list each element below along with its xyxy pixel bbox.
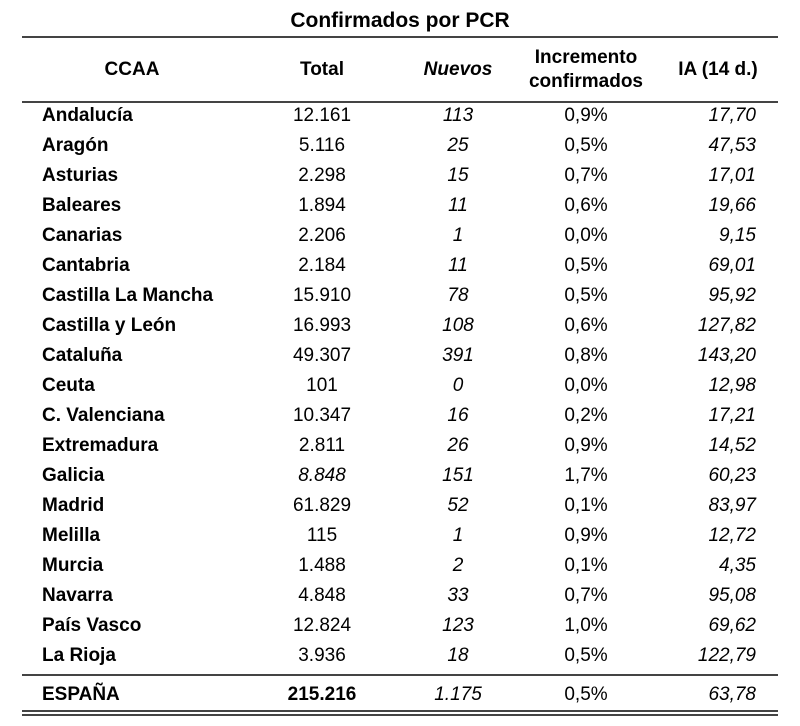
cell-total: 101	[306, 375, 338, 396]
cell-nuevos: 16	[447, 405, 469, 426]
cell-ccaa: Galicia	[42, 465, 105, 486]
cell-ccaa: Asturias	[42, 165, 119, 186]
cell-total: 49.307	[292, 345, 352, 366]
cell-total: 2.206	[298, 225, 346, 246]
cell-ccaa: Navarra	[42, 585, 113, 606]
cell-ccaa: País Vasco	[42, 615, 142, 636]
table-row	[22, 431, 778, 461]
table-footer	[22, 671, 778, 712]
cell-ia: 95,92	[708, 285, 756, 306]
cell-nuevos: 0	[452, 375, 464, 396]
table-row	[22, 401, 778, 431]
cell-ccaa: Melilla	[42, 525, 101, 546]
header-ia: IA (14 d.)	[678, 58, 758, 80]
cell-ccaa: Baleares	[42, 195, 122, 216]
table-body	[22, 101, 778, 671]
cell-ia: 4,35	[719, 555, 756, 576]
total-ccaa: ESPAÑA	[42, 684, 120, 705]
cell-ia: 17,21	[708, 405, 756, 426]
cell-nuevos: 123	[442, 615, 474, 636]
total-row	[22, 678, 778, 712]
cell-incremento: 1,0%	[564, 615, 608, 636]
cell-incremento: 0,0%	[564, 375, 608, 396]
cell-total: 12.824	[292, 615, 352, 636]
cell-total: 1.894	[298, 195, 346, 216]
cell-nuevos: 1	[452, 525, 464, 546]
table-row	[22, 281, 778, 311]
cell-ccaa: Cataluña	[42, 345, 123, 366]
cell-ia: 122,79	[697, 645, 756, 666]
cell-ia: 9,15	[719, 225, 756, 246]
cell-nuevos: 391	[442, 345, 474, 366]
cell-total: 61.829	[292, 495, 352, 516]
cell-incremento: 1,7%	[564, 465, 608, 486]
cell-total: 2.811	[298, 435, 346, 456]
cell-ccaa: Andalucía	[42, 105, 133, 126]
table-row	[22, 371, 778, 401]
cell-incremento: 0,5%	[564, 285, 608, 306]
table-row	[22, 341, 778, 371]
cell-incremento: 0,1%	[564, 555, 608, 576]
cell-incremento: 0,6%	[564, 315, 608, 336]
table-row	[22, 221, 778, 251]
cell-ia: 12,98	[708, 375, 756, 396]
cell-total: 15.910	[292, 285, 352, 306]
table-row	[22, 611, 778, 641]
cell-ccaa: C. Valenciana	[42, 405, 165, 426]
cell-incremento: 0,7%	[564, 585, 608, 606]
cell-incremento: 0,6%	[564, 195, 608, 216]
total-ia: 63,78	[708, 684, 756, 705]
bottom-double-rule	[22, 714, 778, 716]
table-row	[22, 131, 778, 161]
cell-total: 10.347	[292, 405, 352, 426]
table-row	[22, 641, 778, 671]
cell-total: 4.848	[298, 585, 346, 606]
cell-nuevos: 2	[452, 555, 464, 576]
cell-total: 2.184	[298, 255, 346, 276]
table-row	[22, 461, 778, 491]
cell-nuevos: 78	[447, 285, 469, 306]
cell-nuevos: 113	[442, 105, 474, 126]
table-row	[22, 581, 778, 611]
cell-incremento: 0,5%	[564, 255, 608, 276]
pcr-table	[22, 38, 778, 712]
table-row	[22, 521, 778, 551]
cell-nuevos: 151	[442, 465, 474, 486]
cell-ia: 69,01	[708, 255, 756, 276]
cell-ia: 95,08	[708, 585, 756, 606]
cell-incremento: 0,7%	[564, 165, 608, 186]
table-row	[22, 161, 778, 191]
cell-total: 2.298	[298, 165, 346, 186]
cell-incremento: 0,9%	[564, 525, 608, 546]
cell-ia: 60,23	[708, 465, 756, 486]
cell-nuevos: 25	[447, 135, 469, 156]
total-incremento: 0,5%	[564, 684, 608, 705]
cell-incremento: 0,0%	[564, 225, 608, 246]
cell-ia: 69,62	[708, 615, 756, 636]
cell-incremento: 0,8%	[564, 345, 608, 366]
cell-ia: 83,97	[708, 495, 756, 516]
header-total: Total	[300, 58, 344, 80]
header-incremento-line1: Incremento	[534, 46, 638, 68]
cell-total: 115	[306, 525, 338, 546]
cell-incremento: 0,9%	[564, 435, 608, 456]
cell-ia: 143,20	[697, 345, 756, 366]
cell-ccaa: Castilla La Mancha	[42, 285, 214, 306]
cell-ccaa: Castilla y León	[42, 315, 177, 336]
table-row	[22, 251, 778, 281]
cell-ia: 14,52	[708, 435, 756, 456]
cell-ccaa: Extremadura	[42, 435, 159, 456]
cell-total: 1.488	[298, 555, 346, 576]
cell-total: 3.936	[298, 645, 346, 666]
table-row	[22, 491, 778, 521]
cell-ccaa: Murcia	[42, 555, 104, 576]
header-nuevos: Nuevos	[423, 58, 493, 80]
cell-total: 5.116	[298, 135, 346, 156]
cell-ccaa: Madrid	[42, 495, 105, 516]
header-ccaa: CCAA	[104, 58, 160, 80]
cell-ccaa: Ceuta	[42, 375, 95, 396]
cell-incremento: 0,1%	[564, 495, 608, 516]
cell-ia: 19,66	[708, 195, 756, 216]
total-total: 215.216	[287, 684, 357, 705]
cell-ia: 17,01	[708, 165, 756, 186]
header-incremento-line2: confirmados	[528, 70, 644, 92]
table-row	[22, 191, 778, 221]
cell-ccaa: Aragón	[42, 135, 109, 156]
cell-incremento: 0,2%	[564, 405, 608, 426]
cell-total: 12.161	[292, 105, 352, 126]
cell-nuevos: 33	[447, 585, 469, 606]
table-row	[22, 551, 778, 581]
cell-ccaa: Cantabria	[42, 255, 130, 276]
total-nuevos: 1.175	[434, 684, 482, 705]
cell-nuevos: 108	[442, 315, 474, 336]
cell-ccaa: La Rioja	[42, 645, 116, 666]
cell-nuevos: 1	[452, 225, 464, 246]
cell-nuevos: 52	[447, 495, 469, 516]
cell-ia: 17,70	[708, 105, 756, 126]
cell-incremento: 0,5%	[564, 645, 608, 666]
cell-ia: 127,82	[697, 315, 756, 336]
cell-nuevos: 18	[447, 645, 469, 666]
cell-ia: 12,72	[708, 525, 756, 546]
header-incremento	[514, 38, 658, 101]
cell-nuevos: 26	[447, 435, 469, 456]
table-row	[22, 101, 778, 131]
cell-total: 8.848	[298, 465, 346, 486]
table-title: Confirmados por PCR	[290, 9, 510, 32]
cell-ccaa: Canarias	[42, 225, 123, 246]
table-row	[22, 311, 778, 341]
cell-nuevos: 11	[448, 195, 468, 216]
cell-nuevos: 15	[447, 165, 469, 186]
header-row	[22, 38, 778, 101]
cell-total: 16.993	[292, 315, 352, 336]
cell-incremento: 0,5%	[564, 135, 608, 156]
cell-nuevos: 11	[448, 255, 468, 276]
cell-ia: 47,53	[708, 135, 756, 156]
cell-incremento: 0,9%	[564, 105, 608, 126]
